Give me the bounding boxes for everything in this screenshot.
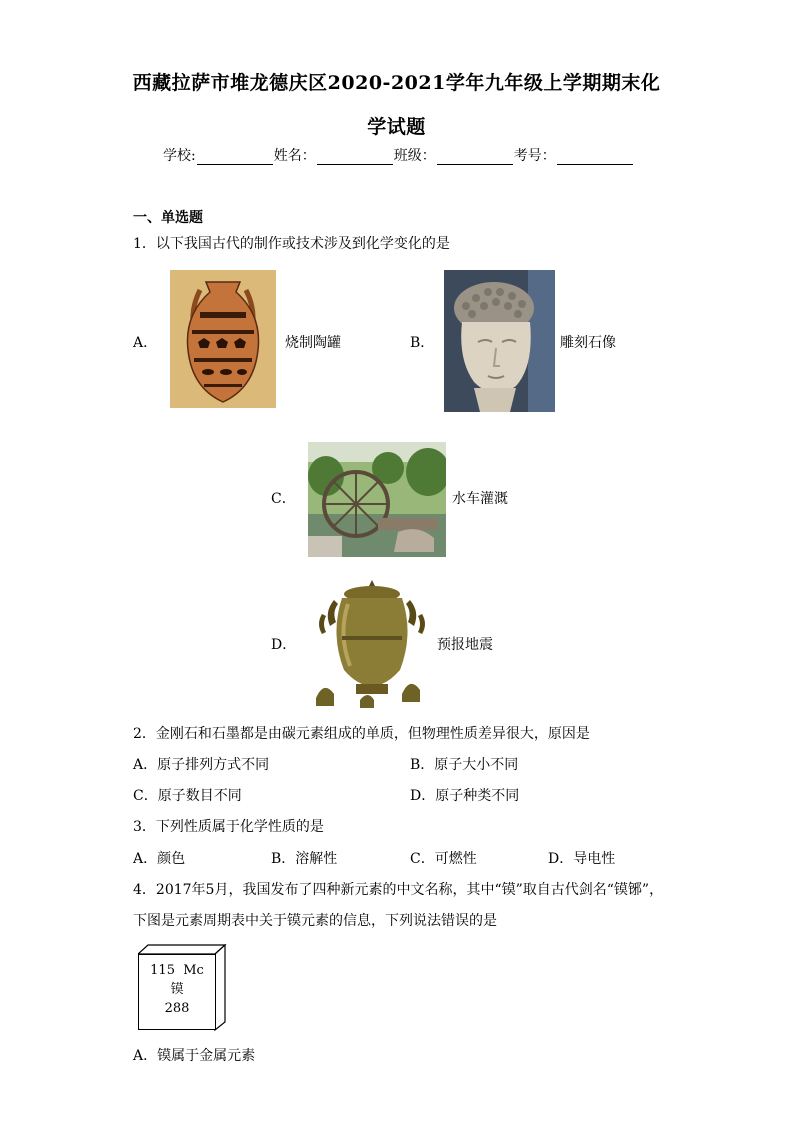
question-3-stem: 3．下列性质属于化学性质的是 [133,819,324,835]
waterwheel-image [308,442,446,557]
q1-option-b-letter[interactable]: B． [410,335,435,351]
question-1-stem: 1．以下我国古代的制作或技术涉及到化学变化的是 [133,236,450,252]
element-cell [138,944,228,1032]
q1-option-c-letter[interactable]: C． [271,491,296,507]
q2-option-a[interactable]: A．原子排列方式不同 [133,757,270,773]
exam-no-blank[interactable] [557,150,633,165]
q3-option-c[interactable]: C．可燃性 [410,851,477,867]
q1-option-a-letter[interactable]: A． [133,335,158,351]
q1-option-d-caption: 预报地震 [437,637,493,653]
element-name: 镆 [170,982,184,997]
question-2-stem: 2．金刚石和石墨都是由碳元素组成的单质，但物理性质差异很大，原因是 [133,726,590,742]
q4-option-a[interactable]: A．镆属于金属元素 [133,1048,256,1064]
element-atomic-number: 115 [150,963,175,978]
name-label: 姓名： [273,148,316,164]
seismograph-image [312,574,432,710]
question-4-stem-line2: 下图是元素周期表中关于镆元素的信息，下列说法错误的是 [133,913,497,929]
q2-option-d[interactable]: D．原子种类不同 [410,788,520,804]
q2-option-c[interactable]: C．原子数目不同 [133,788,242,804]
school-blank[interactable] [197,150,273,165]
school-label: 学校: [163,148,196,164]
page-title-continued: 学试题 [367,116,426,138]
student-info-line [163,145,634,165]
q2-option-b[interactable]: B．原子大小不同 [410,757,519,773]
stone-buddha-image [444,270,555,412]
element-symbol: Mc [183,963,204,978]
q3-option-d[interactable]: D．导电性 [548,851,616,867]
element-cell-front [138,954,216,1030]
q3-option-a[interactable]: A．颜色 [133,851,186,867]
class-blank[interactable] [437,150,513,165]
pottery-jar-image [170,270,276,408]
q1-option-a-caption: 烧制陶罐 [285,335,341,351]
q1-option-c-caption: 水车灌溉 [452,491,508,507]
q1-option-b-caption: 雕刻石像 [560,335,616,351]
name-blank[interactable] [317,150,393,165]
element-atomic-mass: 288 [164,1001,190,1016]
question-4-stem-line1: 4．2017年5月，我国发布了四种新元素的中文名称，其中“镆”取自古代剑名“镆铘”， [133,882,664,898]
section-title: 一、单选题 [133,210,203,226]
q3-option-b[interactable]: B．溶解性 [271,851,338,867]
q1-option-d-letter[interactable]: D． [271,637,297,653]
page-title: 西藏拉萨市堆龙德庆区2020-2021学年九年级上学期期末化 [132,72,661,94]
class-label: 班级： [393,148,436,164]
exam-no-label: 考号： [513,148,556,164]
